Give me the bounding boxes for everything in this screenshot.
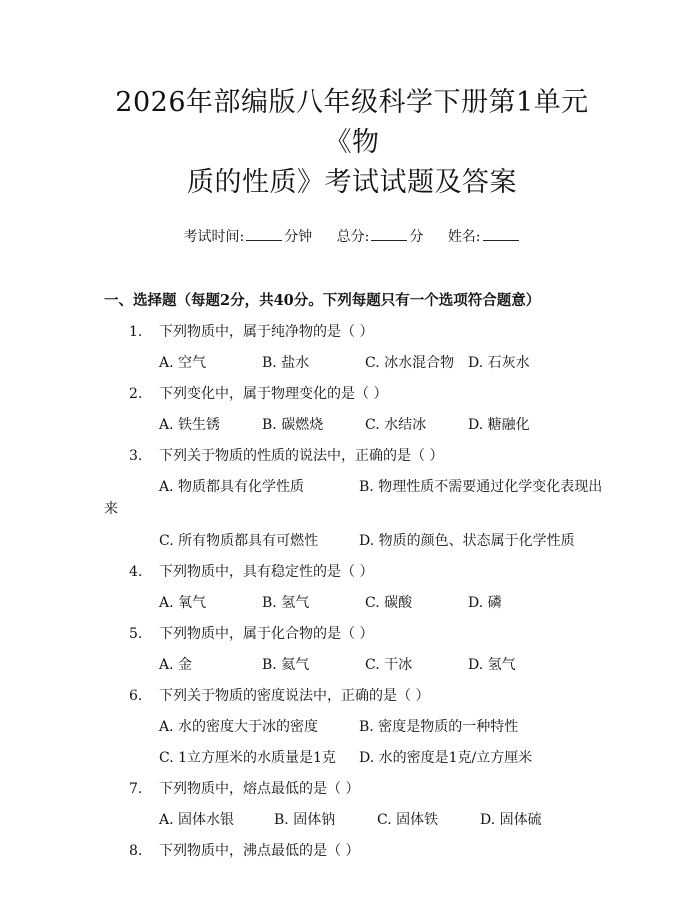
question-number: 7.: [129, 781, 143, 797]
title-line-1: 2026年部编版八年级科学下册第1单元《物: [115, 87, 589, 158]
student-name-label: 姓名:: [447, 229, 481, 245]
total-score-field: [337, 226, 424, 247]
question-stem: [104, 322, 600, 342]
student-name-field: [448, 226, 521, 247]
option-b: B. 碳燃烧: [262, 417, 324, 433]
option-b: B. 氦气: [262, 657, 310, 673]
question-options: [104, 748, 600, 768]
total-score-blank: [371, 226, 407, 241]
option-c: C. 1立方厘米的水质量是1克: [159, 750, 336, 766]
student-name-blank: [483, 226, 519, 241]
question-number: 2.: [129, 386, 143, 402]
option-a: A. 固体水银: [159, 812, 235, 828]
option-b: B. 盐水: [262, 355, 310, 371]
question-stem: [104, 384, 600, 404]
option-d: D. 水的密度是1克/立方厘米: [359, 750, 533, 766]
question-options: [104, 531, 600, 551]
exam-time-label: 考试时间:: [183, 229, 245, 245]
question-text: 下列变化中，属于物理变化的是（ ）: [159, 386, 388, 402]
question-options: [104, 477, 603, 497]
option-b: B. 密度是物质的一种特性: [359, 719, 519, 735]
question-text: 下列物质中，属于纯净物的是（ ）: [159, 324, 374, 340]
question-text: 下列物质中，熔点最低的是（ ）: [159, 781, 360, 797]
option-a: A. 金: [159, 657, 193, 673]
option-c: C. 水结冰: [365, 417, 427, 433]
question-stem: [104, 624, 600, 644]
question-number: 4.: [129, 564, 143, 580]
question-text: 下列物质中，沸点最低的是（ ）: [159, 843, 360, 859]
option-a: A. 水的密度大于冰的密度: [159, 719, 319, 735]
option-d: D. 物质的颜色、状态属于化学性质: [359, 533, 575, 549]
document-title: [104, 0, 600, 203]
option-b: B. 物理性质不需要通过化学变化表现出: [359, 479, 603, 495]
exam-info-line: [104, 226, 600, 247]
question-options: [104, 717, 600, 737]
question-number: 3.: [129, 448, 143, 464]
question-stem: [104, 686, 600, 706]
question-options: [104, 415, 600, 435]
title-line-2: 质的性质》考试试题及答案: [187, 167, 517, 198]
question-number: 6.: [129, 688, 143, 704]
option-d: D. 磷: [468, 595, 502, 611]
option-a: A. 铁生锈: [159, 417, 221, 433]
option-c: C. 固体铁: [377, 812, 439, 828]
option-a: A. 氧气: [159, 595, 207, 611]
option-b: B. 固体钠: [274, 812, 336, 828]
question-stem: [104, 779, 600, 799]
question-options: [104, 353, 600, 373]
exam-time-unit: 分钟: [284, 229, 313, 245]
question-number: 5.: [129, 626, 143, 642]
total-score-unit: 分: [409, 229, 424, 245]
question-number: 1.: [129, 324, 143, 340]
option-a: A. 物质都具有化学性质: [159, 479, 305, 495]
option-b: B. 氢气: [262, 595, 310, 611]
total-score-label: 总分:: [336, 229, 370, 245]
option-c: C. 冰水混合物: [365, 355, 455, 371]
question-stem: [104, 841, 600, 861]
option-c: C. 干冰: [365, 657, 413, 673]
question-list: [104, 322, 603, 861]
question-text: 下列物质中，具有稳定性的是（ ）: [159, 564, 374, 580]
option-c: C. 碳酸: [365, 595, 413, 611]
question-text: 下列关于物质的性质的说法中，正确的是（ ）: [159, 448, 444, 464]
section-heading-multiple-choice: 一、选择题（每题2分，共40分。下列每题只有一个选项符合题意）: [104, 292, 541, 309]
question-options: [104, 593, 600, 613]
option-b-wrapped-text: 来: [104, 501, 118, 517]
option-a: A. 空气: [159, 355, 207, 371]
exam-time-blank: [246, 226, 282, 241]
option-d: D. 石灰水: [468, 355, 530, 371]
option-c: C. 所有物质都具有可燃性: [159, 533, 319, 549]
option-d: D. 氢气: [468, 657, 516, 673]
option-d: D. 糖融化: [468, 417, 530, 433]
exam-time-field: [183, 226, 312, 247]
question-text: 下列关于物质的密度说法中，正确的是（ ）: [159, 688, 430, 704]
question-stem: [104, 446, 600, 466]
option-d: D. 固体硫: [480, 812, 542, 828]
question-text: 下列物质中，属于化合物的是（ ）: [159, 626, 374, 642]
question-options: [104, 655, 600, 675]
question-stem: [104, 562, 600, 582]
question-number: 8.: [129, 843, 143, 859]
question-options: [104, 810, 600, 830]
